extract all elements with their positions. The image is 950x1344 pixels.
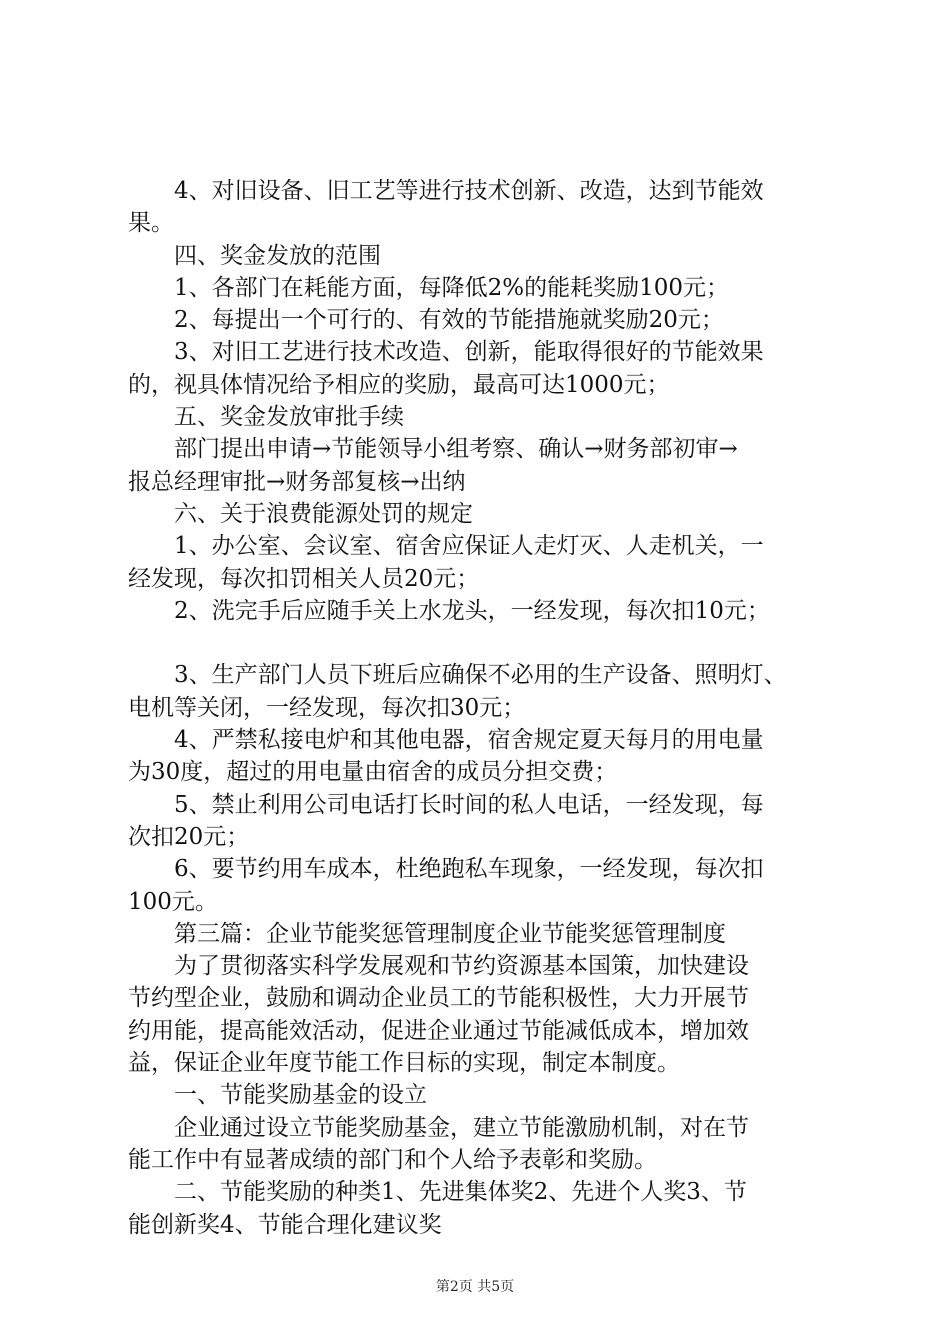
- blank-line: [128, 627, 832, 659]
- text-line: 5、禁止利用公司电话打长时间的私人电话，一经发现，每: [128, 791, 764, 818]
- text-line: 次扣20元；: [128, 823, 250, 850]
- text-line: 一、节能奖励基金的设立: [128, 1082, 427, 1109]
- text-line: 4、对旧设备、旧工艺等进行技术创新、改造，达到节能效: [128, 178, 764, 204]
- text-line: 报总经理审批→财务部复核→出纳: [128, 468, 466, 495]
- text-line: 为30度，超过的用电量由宿舍的成员分担交费；: [128, 759, 618, 786]
- text-line: 企业通过设立节能奖励基金，建立节能激励机制，对在节: [128, 1114, 749, 1141]
- text-line: 经发现，每次扣罚相关人员20元；: [128, 565, 480, 592]
- text-line: 1、各部门在耗能方面，每降低2%的能耗奖励100元；: [128, 274, 730, 301]
- text-line: 二、节能奖励的种类1、先进集体奖2、先进个人奖3、节: [128, 1179, 747, 1206]
- text-line: 能工作中有显著成绩的部门和个人给予表彰和奖励。: [128, 1146, 657, 1173]
- text-line: 约用能，提高能效活动，促进企业通过节能减低成本，增加效: [128, 1017, 749, 1044]
- text-line: 第三篇：企业节能奖惩管理制度企业节能奖惩管理制度: [128, 920, 726, 947]
- body-text: [128, 175, 832, 1241]
- text-line: 六、关于浪费能源处罚的规定: [128, 500, 473, 527]
- text-line: 节约型企业，鼓励和调动企业员工的节能积极性，大力开展节: [128, 985, 749, 1012]
- text-line: 五、奖金发放审批手续: [128, 404, 404, 431]
- text-line: 四、奖金发放的范围: [128, 242, 381, 269]
- page-footer: 第2页 共5页: [435, 1279, 515, 1295]
- text-line: 3、生产部门人员下班后应确保不必用的生产设备、照明灯、: [128, 662, 787, 689]
- text-line: 2、洗完手后应随手关上水龙头，一经发现，每次扣10元；: [128, 597, 770, 624]
- text-line: 100元。: [128, 888, 218, 915]
- text-line: 部门提出申请→节能领导小组考察、确认→财务部初审→: [128, 436, 738, 463]
- text-line: 电机等关闭，一经发现，每次扣30元；: [128, 694, 526, 721]
- text-line: 能创新奖4、节能合理化建议奖: [128, 1211, 442, 1238]
- text-line: 果。: [128, 210, 174, 237]
- text-line: 为了贯彻落实科学发展观和节约资源基本国策，加快建设: [128, 953, 749, 980]
- text-line: 3、对旧工艺进行技术改造、创新，能取得很好的节能效果: [128, 339, 764, 366]
- text-line: 1、办公室、会议室、宿舍应保证人走灯灭、人走机关，一: [128, 533, 764, 560]
- text-line: 益，保证企业年度节能工作目标的实现，制定本制度。: [128, 1050, 680, 1077]
- text-line: 4、严禁私接电炉和其他电器，宿舍规定夏天每月的用电量: [128, 727, 764, 754]
- text-line: 6、要节约用车成本，杜绝跑私车现象，一经发现，每次扣: [128, 856, 764, 883]
- text-line: 的，视具体情况给予相应的奖励，最高可达1000元；: [128, 371, 670, 398]
- text-line: 2、每提出一个可行的、有效的节能措施就奖励20元；: [128, 307, 724, 334]
